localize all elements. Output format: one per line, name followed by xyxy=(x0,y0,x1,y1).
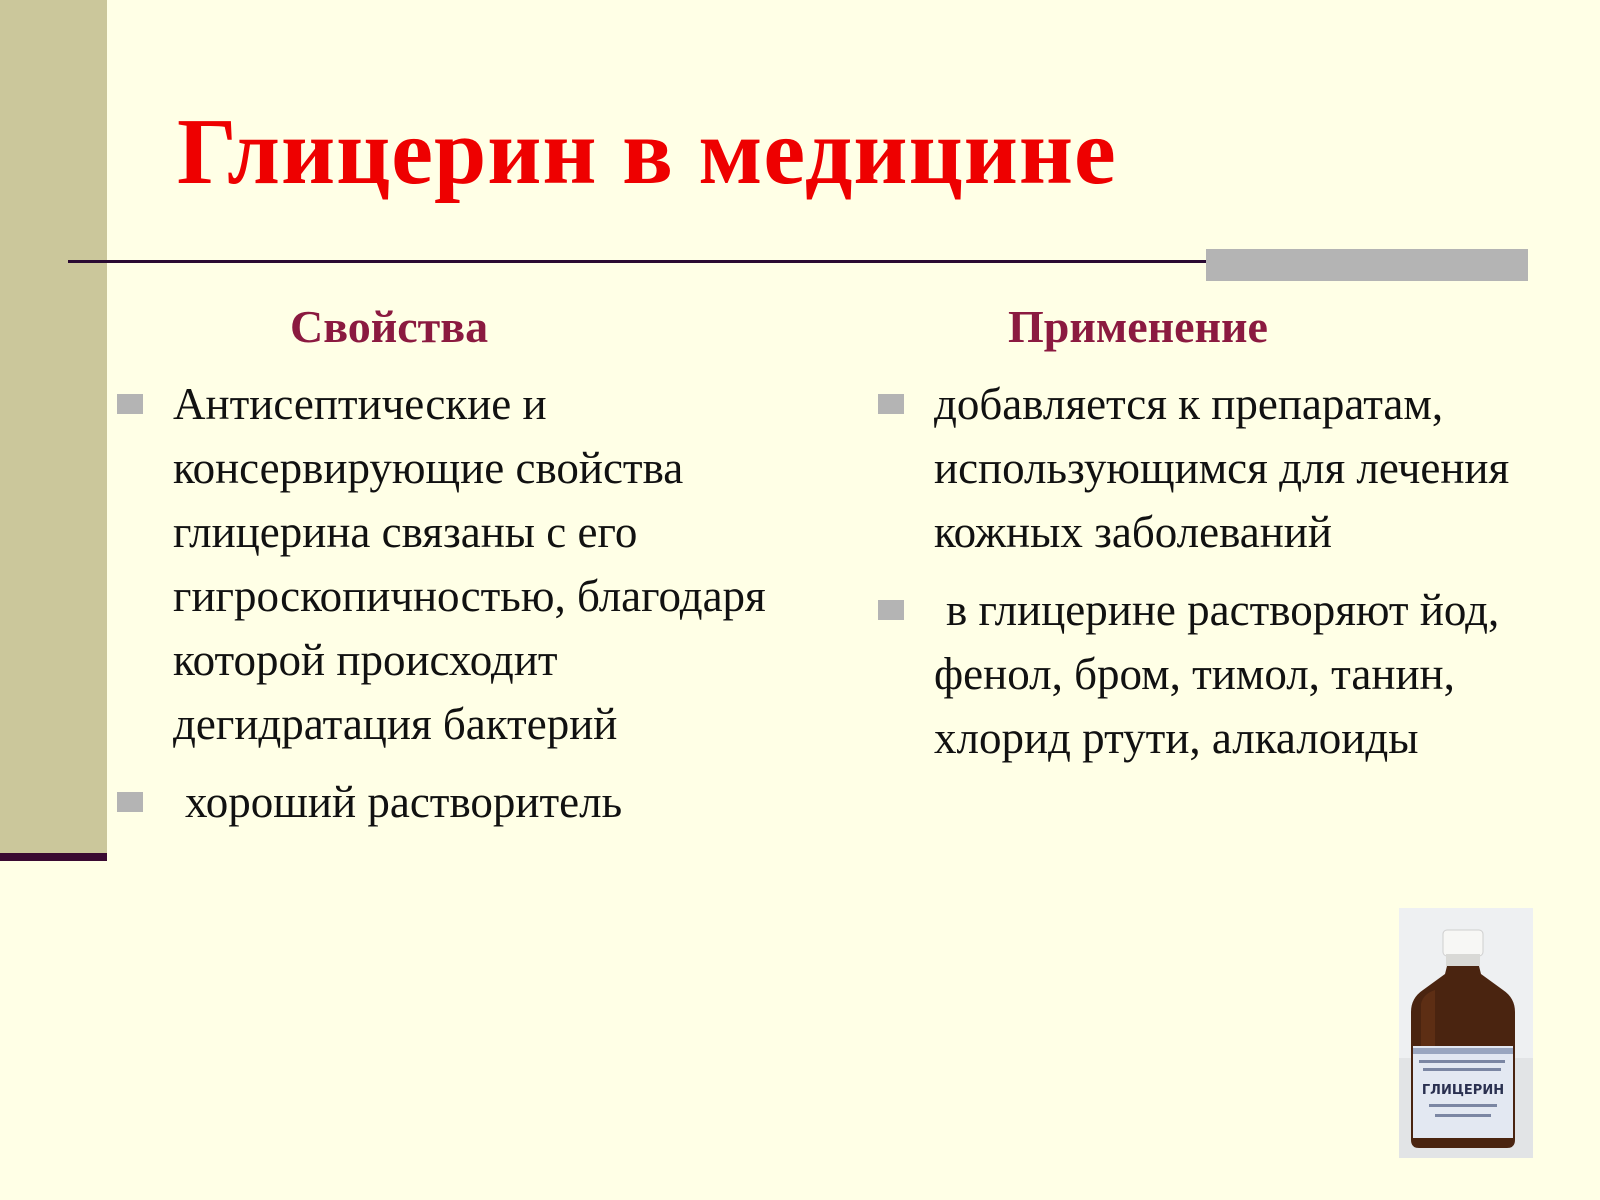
properties-item xyxy=(117,770,817,834)
properties-list xyxy=(117,372,817,848)
bottle-label-text: ГЛИЦЕРИН xyxy=(1421,1083,1505,1098)
usage-item xyxy=(878,578,1538,770)
usage-item xyxy=(878,372,1538,564)
title-divider-accent xyxy=(1206,249,1528,281)
properties-item-text: Антисептические и консервирующие свойства глицерина связаны с его гигроскопичностью, благодаря которой происходит дегидратация бактерий xyxy=(173,379,766,749)
slide-title: Глицерин в медицине xyxy=(177,100,1117,204)
usage-heading: Применение xyxy=(1008,301,1268,352)
bullet-square-icon xyxy=(117,792,143,812)
usage-item-text: добавляется к препаратам, использующимся для лечения кожных заболеваний xyxy=(934,379,1510,557)
usage-item-text: в глицерине растворяют йод, фенол, бром, тимол, танин, хлорид ртути, алкалоиды xyxy=(934,585,1500,763)
properties-item xyxy=(117,372,817,756)
side-decor-bar xyxy=(0,0,107,853)
usage-list xyxy=(878,372,1538,784)
side-decor-rule xyxy=(0,853,107,861)
properties-item-text: хороший растворитель xyxy=(185,777,623,827)
bullet-square-icon xyxy=(878,394,904,414)
bullet-square-icon xyxy=(878,600,904,620)
bullet-square-icon xyxy=(117,394,143,414)
bottle-icon xyxy=(1399,908,1533,1158)
properties-heading: Свойства xyxy=(290,301,489,352)
glycerin-bottle-image xyxy=(1399,908,1533,1158)
